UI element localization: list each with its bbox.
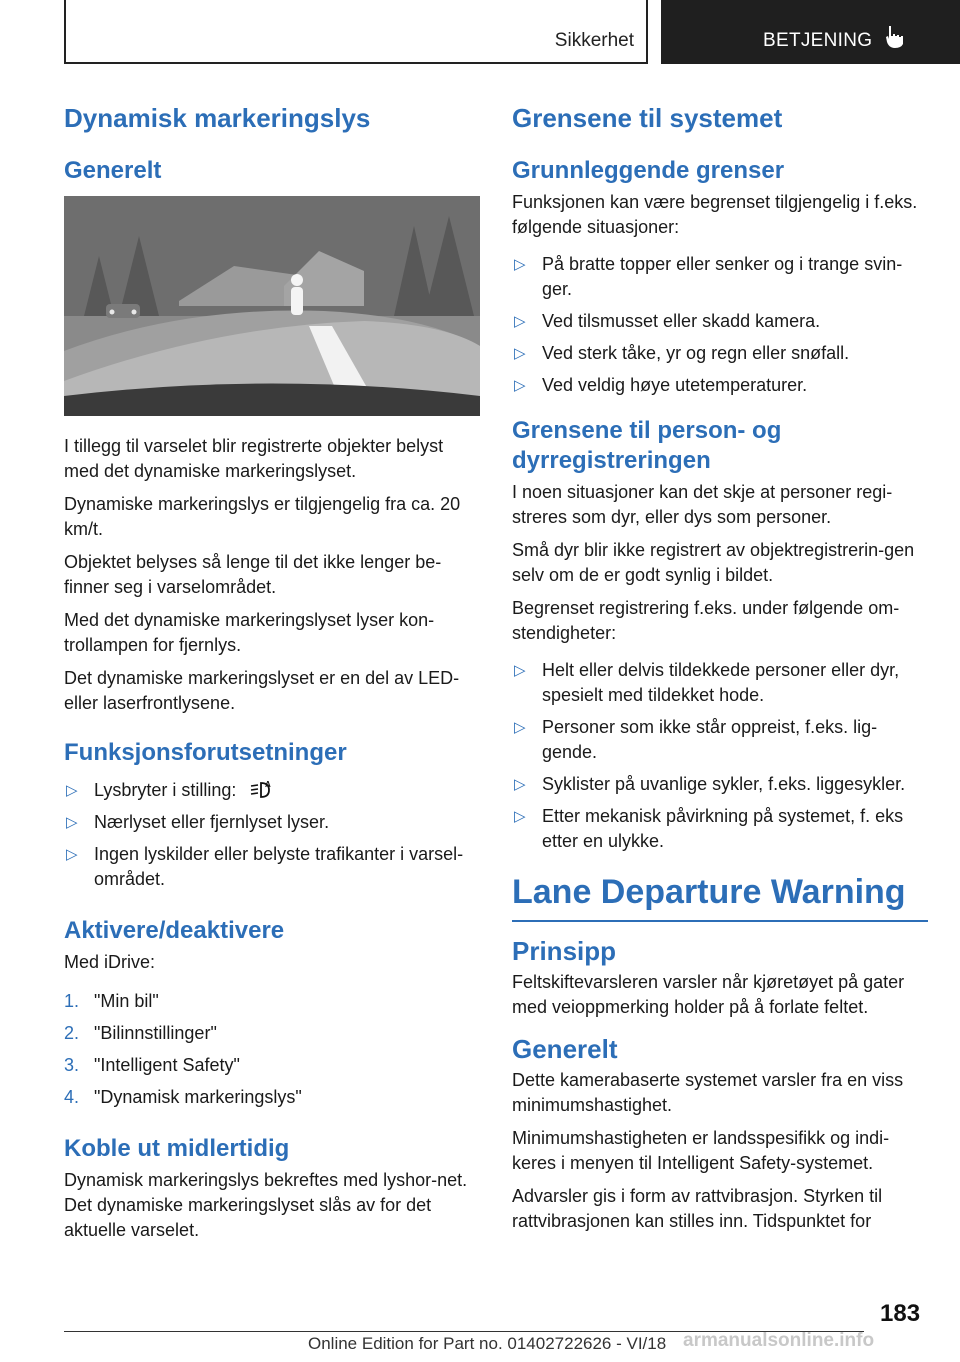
list-item: ▷ Ingen lyskilder eller belyste trafikanter i varsel-området. <box>66 844 464 889</box>
section-title-dynamisk: Dynamisk markeringslys <box>64 103 371 133</box>
paragraph: Små dyr blir ikke registrert av objektregistrerin-gen selv om de er godt synlig i bildet. <box>512 540 915 585</box>
funksjon-list <box>64 778 480 892</box>
footer-edition: Online Edition for Part no. 01402722626 - VI/18 <box>308 1334 667 1353</box>
list-item: ▷ På bratte topper eller senker og i trange svin-ger. <box>514 254 903 299</box>
list-item: 3. "Intelligent Safety" <box>64 1055 240 1075</box>
paragraph: Feltskiftevarsleren varsler når kjøretøyet på gater med veioppmerking holder på å forlate feltet. <box>512 972 905 1017</box>
grunn-list <box>512 252 928 398</box>
list-item: 4. "Dynamisk markeringslys" <box>64 1087 302 1107</box>
steps-list <box>64 989 480 1110</box>
list-item: ▷ Personer som ikke står oppreist, f.eks. lig-gende. <box>514 717 878 762</box>
paragraph: Begrenset registrering f.eks. under følgende om-stendigheter: <box>512 598 900 643</box>
paragraph: Objektet belyses så lenge til det ikke lenger be-finner seg i varselområdet. <box>64 552 442 597</box>
triangle-bullet-icon: ▷ <box>514 313 526 330</box>
section-title-ldw: Lane Departure Warning <box>512 873 906 911</box>
triangle-bullet-icon: ▷ <box>66 846 78 863</box>
paragraph: Dette kamerabaserte systemet varsler fra en viss minimumshastighet. <box>512 1070 904 1115</box>
list-item: ▷ Syklister på uvanlige sykler, f.eks. liggesykler. <box>512 772 928 797</box>
triangle-bullet-icon: ▷ <box>514 256 526 273</box>
list-item: ▷ Helt eller delvis tildekkede personer eller dyr, spesielt med tildekket hode. <box>514 660 900 705</box>
aktivere-intro: Med iDrive: <box>64 952 156 972</box>
svg-text:A: A <box>265 780 272 789</box>
list-item: ▷ Lysbryter i stilling: A <box>64 778 480 803</box>
triangle-bullet-icon: ▷ <box>66 814 78 831</box>
list-item: ▷ Ved veldig høye utetemperaturer. <box>512 373 928 398</box>
watermark-logo: armanualsonline.info <box>683 1330 875 1351</box>
paragraph: I tillegg til varselet blir registrerte objekter belyst med det dynamiske markeringslyset. <box>64 436 444 481</box>
header-section-label: Sikkerhet <box>554 30 634 51</box>
section-rule <box>512 920 928 922</box>
triangle-bullet-icon: ▷ <box>514 776 526 793</box>
subheading-generelt-ldw: Generelt <box>512 1034 618 1064</box>
paragraph: Funksjonen kan være begrenset tilgjengelig i f.eks. følgende situasjoner: <box>512 192 918 237</box>
list-item: 1. "Min bil" <box>64 991 159 1011</box>
triangle-bullet-icon: ▷ <box>514 345 526 362</box>
triangle-bullet-icon: ▷ <box>514 662 526 679</box>
triangle-bullet-icon: ▷ <box>514 808 526 825</box>
person-list <box>512 658 928 854</box>
subheading-aktivere: Aktivere/deaktivere <box>64 917 285 944</box>
list-item: ▷ Ved tilsmusset eller skadd kamera. <box>512 309 928 334</box>
subheading-funksjon: Funksjonsforutsetninger <box>64 739 347 766</box>
paragraph: Minimumshastigheten er landsspesifikk og indi-keres i menyen til Intelligent Safety-systemet. <box>512 1128 890 1173</box>
paragraph: Advarsler gis i form av rattvibrasjon. Styrken til rattvibrasjonen kan stilles inn. Tidspunktet for <box>512 1186 883 1231</box>
list-item: 2. "Bilinnstillinger" <box>64 1023 217 1043</box>
illustration-night-road-pedestrian <box>64 196 480 416</box>
left-column <box>64 98 480 1251</box>
list-item: ▷ Ved sterk tåke, yr og regn eller snøfall. <box>512 341 928 366</box>
list-item: ▷ Etter mekanisk påvirkning på systemet, f. eks etter en ulykke. <box>514 806 904 851</box>
headlight-auto-icon <box>249 779 275 799</box>
subheading-koble: Koble ut midlertidig <box>64 1135 290 1162</box>
triangle-bullet-icon: ▷ <box>514 719 526 736</box>
subheading-person: Grensene til person- og dyrregistreringen <box>512 417 782 474</box>
subheading-generelt: Generelt <box>64 157 162 184</box>
header-chapter-label: BETJENING <box>763 30 873 51</box>
header-section-tab <box>64 0 648 64</box>
header-chapter-tab <box>661 0 960 64</box>
right-column <box>512 98 928 1242</box>
triangle-bullet-icon: ▷ <box>66 782 78 799</box>
subheading-grunn: Grunnleggende grenser <box>512 157 785 184</box>
section-title-grensene: Grensene til systemet <box>512 103 783 133</box>
paragraph: Det dynamiske markeringslyset er en del av LED- eller laserfrontlysene. <box>64 668 460 713</box>
list-item: ▷ Nærlyset eller fjernlyset lyser. <box>64 810 480 835</box>
paragraph: I noen situasjoner kan det skje at personer regi-streres som dyr, eller dys som personer. <box>512 482 893 527</box>
paragraph: Dynamisk markeringslys bekreftes med lyshor-net. Det dynamiske markeringslyset slås av for det aktuelle varselet. <box>64 1170 468 1240</box>
triangle-bullet-icon: ▷ <box>514 377 526 394</box>
pointing-hand-icon <box>883 24 909 50</box>
paragraph: Med det dynamiske markeringslyset lyser kon-trollampen for fjernlys. <box>64 610 435 655</box>
subheading-prinsipp: Prinsipp <box>512 936 617 966</box>
page-number: 183 <box>880 1300 921 1327</box>
paragraph: Dynamiske markeringslys er tilgjengelig fra ca. 20 km/t. <box>64 494 461 539</box>
